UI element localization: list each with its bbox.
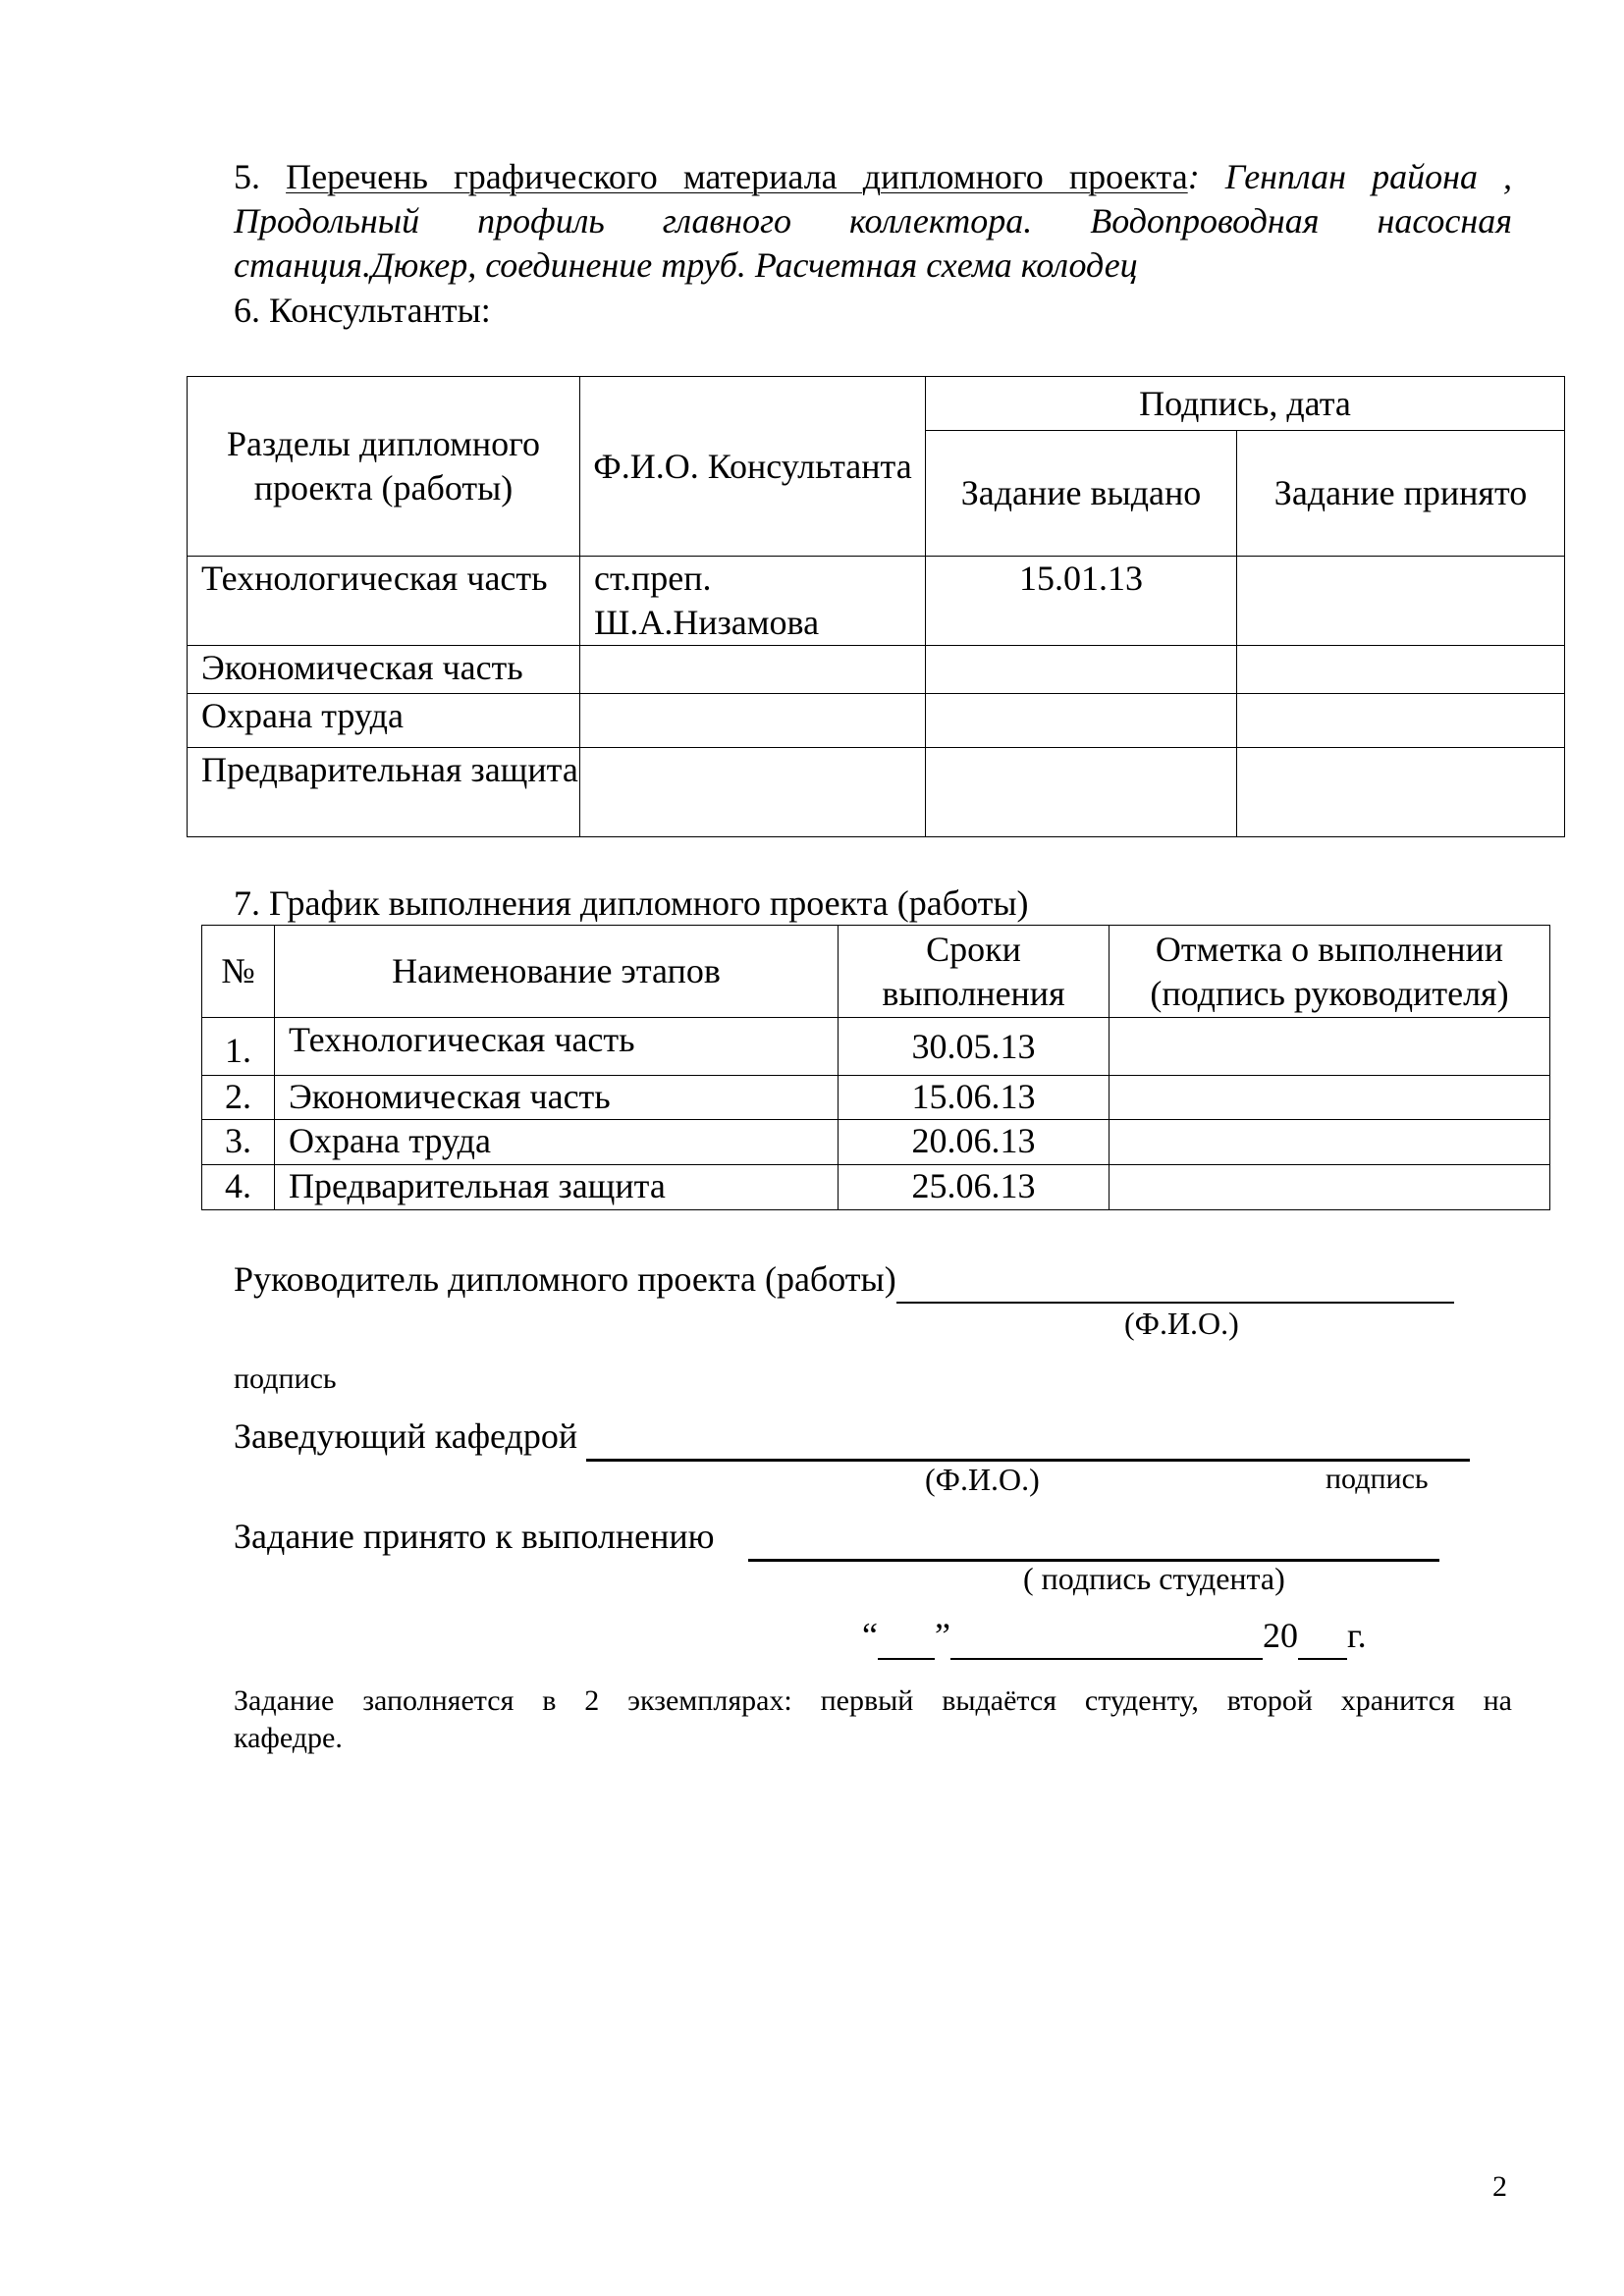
graphic-materials-line1: [234, 155, 1512, 199]
supervisor-fio-caption: (Ф.И.О.): [1124, 1306, 1239, 1341]
date-close-quote: ”: [934, 1616, 950, 1655]
head-signature-line[interactable]: [586, 1415, 1470, 1462]
section5-number: 5.: [234, 157, 260, 196]
section5-colon: :: [1187, 157, 1200, 196]
row4-consultant: [580, 748, 926, 837]
row1-section: Технологическая часть: [188, 557, 580, 646]
row2-section: Экономическая часть: [188, 646, 580, 694]
graphic-materials-item1: Генплан района ,: [1224, 157, 1513, 196]
schedule-row3-deadline: 20.06.13: [839, 1120, 1110, 1165]
footnote-line2: кафедре.: [234, 1722, 343, 1754]
schedule-heading: 7. График выполнения дипломного проекта (работы): [234, 883, 1029, 923]
row4-issued: [926, 748, 1237, 837]
consultants-heading: 6. Консультанты:: [234, 291, 491, 330]
schedule-row1-deadline: 30.05.13: [839, 1018, 1110, 1076]
col-header-deadline: Сроки выполнения: [839, 926, 1110, 1018]
schedule-row1-stage: Технологическая часть: [275, 1018, 839, 1076]
head-signature-row: [234, 1415, 1470, 1462]
row3-issued: [926, 694, 1237, 748]
schedule-row2-mark: [1110, 1076, 1550, 1120]
student-sign-caption: ( подпись студента): [1023, 1561, 1285, 1596]
col-header-signature-date: Подпись, дата: [926, 377, 1565, 431]
head-of-department-label: Заведующий кафедрой: [234, 1416, 578, 1456]
row2-accepted: [1237, 646, 1565, 694]
row3-section: Охрана труда: [188, 694, 580, 748]
schedule-row4-number: 4.: [202, 1165, 275, 1210]
col-header-number: №: [202, 926, 275, 1018]
date-year-suffix: г.: [1346, 1616, 1367, 1655]
date-year-blank[interactable]: [1298, 1614, 1347, 1660]
supervisor-label: Руководитель дипломного проекта (работы): [234, 1259, 896, 1299]
date-month-blank[interactable]: [950, 1614, 1263, 1660]
footnote: [234, 1682, 1512, 1757]
schedule-row1-number: 1.: [202, 1018, 275, 1076]
col-header-accepted: Задание принято: [1237, 431, 1565, 557]
date-row: [862, 1614, 1367, 1660]
row4-accepted: [1237, 748, 1565, 837]
task-accepted-label: Задание принято к выполнению: [234, 1517, 715, 1556]
graphic-materials-line3: станция.Дюкер, соединение труб. Расчетная схема колодец: [234, 245, 1138, 285]
task-accepted-row: [234, 1515, 1439, 1562]
schedule-row2-deadline: 15.06.13: [839, 1076, 1110, 1120]
graphic-materials-section: [234, 155, 1512, 288]
col-header-completion-mark: Отметка о выполнении (подпись руководителя): [1110, 926, 1550, 1018]
footnote-line1: Задание заполняется в 2 экземплярах: первый выдаётся студенту, второй хранится на: [234, 1684, 1512, 1717]
col-header-issued: Задание выдано: [926, 431, 1237, 557]
supervisor-sign-caption: подпись: [234, 1362, 337, 1395]
col-header-sections: Разделы дипломного проекта (работы): [188, 377, 580, 557]
date-year-prefix: 20: [1262, 1616, 1298, 1655]
schedule-row2-stage: Экономическая часть: [275, 1076, 839, 1120]
row1-issued: 15.01.13: [926, 557, 1237, 646]
row2-issued: [926, 646, 1237, 694]
row3-consultant: [580, 694, 926, 748]
schedule-row3-number: 3.: [202, 1120, 275, 1165]
schedule-row4-mark: [1110, 1165, 1550, 1210]
supervisor-signature-row: [234, 1257, 1454, 1304]
schedule-row3-stage: Охрана труда: [275, 1120, 839, 1165]
schedule-row2-number: 2.: [202, 1076, 275, 1120]
date-day-blank[interactable]: [878, 1614, 935, 1660]
schedule-row4-deadline: 25.06.13: [839, 1165, 1110, 1210]
graphic-materials-heading: Перечень графического материала дипломного проекта: [286, 157, 1188, 196]
schedule-table: [201, 925, 1550, 1210]
col-header-stage: Наименование этапов: [275, 926, 839, 1018]
row1-accepted: [1237, 557, 1565, 646]
row2-consultant: [580, 646, 926, 694]
consultants-table: [187, 376, 1565, 837]
supervisor-signature-line[interactable]: [896, 1257, 1454, 1304]
head-sign-caption: подпись: [1326, 1463, 1429, 1495]
head-fio-caption: (Ф.И.О.): [925, 1462, 1040, 1497]
schedule-row3-mark: [1110, 1120, 1550, 1165]
date-open-quote: “: [862, 1616, 878, 1655]
schedule-row1-mark: [1110, 1018, 1550, 1076]
row4-section: Предварительная защита: [188, 748, 580, 837]
student-signature-line[interactable]: [748, 1515, 1439, 1562]
row3-accepted: [1237, 694, 1565, 748]
page-number: 2: [1492, 2170, 1507, 2203]
col-header-consultant: Ф.И.О. Консультанта: [580, 377, 926, 557]
schedule-row4-stage: Предварительная защита: [275, 1165, 839, 1210]
graphic-materials-line2: Продольный профиль главного коллектора. Водопроводная насосная: [234, 201, 1512, 240]
row1-consultant: ст.преп. Ш.А.Низамова: [580, 557, 926, 646]
